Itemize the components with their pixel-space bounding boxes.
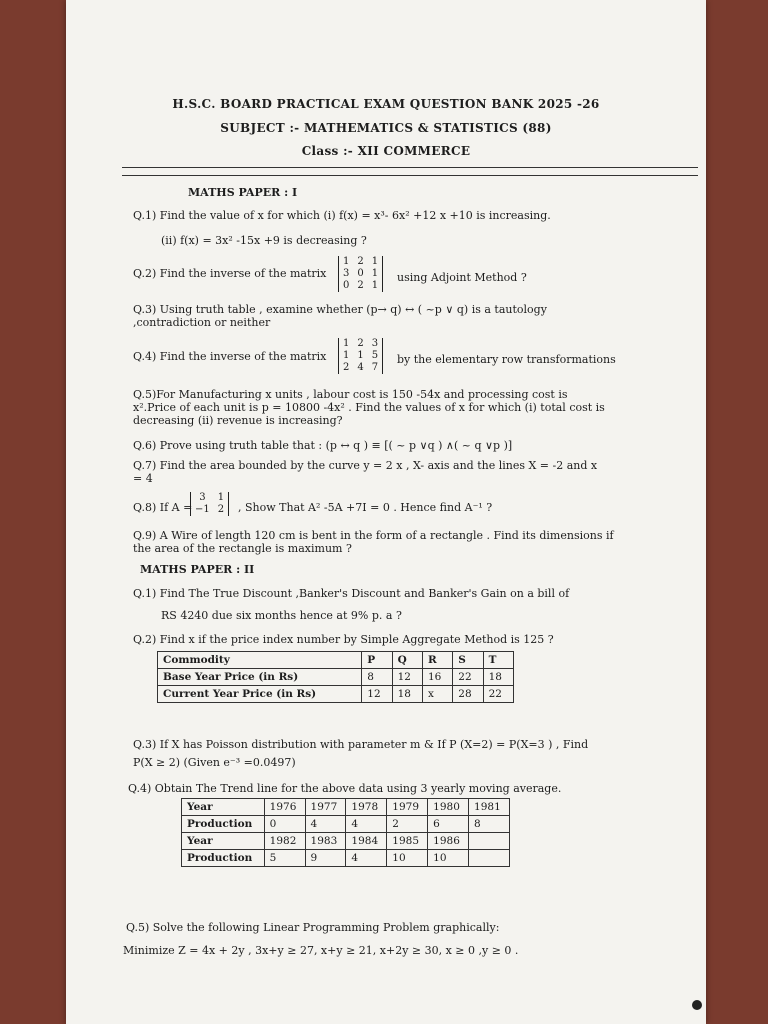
table-cell: 18 [483,669,513,686]
table-cell [469,833,510,850]
table-cell: 9 [305,850,346,867]
matrix-cell: 3 [199,492,206,503]
header-divider-2 [122,175,698,176]
question-5-part3: decreasing (ii) revenue is increasing? [133,414,343,427]
paper1-title: MATHS PAPER : I [188,186,298,199]
table-cell: 22 [483,686,513,703]
table-cell: Production [182,816,265,833]
matrix-cell: 1 [371,268,379,279]
matrix-row [339,268,383,280]
matrix-cell: 5 [371,350,379,361]
trend-data-table [181,798,510,867]
question-1: Q.1) Find the value of x for which (i) f(x) = x³- 6x² +12 x +10 is increasing. [133,209,551,222]
header-subject: SUBJECT :- MATHEMATICS & STATISTICS (88) [220,121,552,135]
table-cell: 8 [469,816,510,833]
matrix-cell: 2 [357,338,364,349]
matrix-cell: 1 [343,350,350,361]
question-p2-3-part2: P(X ≥ 2) (Given e⁻³ =0.0497) [133,756,296,769]
table-cell: 1979 [387,799,428,816]
matrix-cell: 1 [371,256,379,267]
matrix-cell: 1 [343,338,350,349]
question-7-part2: = 4 [133,472,153,485]
question-p2-2: Q.2) Find x if the price index number by Simple Aggregate Method is 125 ? [133,633,554,646]
table-cell: 5 [264,850,305,867]
matrix-row [191,492,229,504]
table-cell: 1984 [346,833,387,850]
table-cell: P [362,652,392,669]
question-4-method: by the elementary row transformations [397,353,616,366]
table-cell: 4 [346,850,387,867]
question-3: Q.3) Using truth table , examine whether (p→ q) ↔ ( ~p ∨ q) is a tautology [133,303,547,316]
matrix-cell: 0 [343,280,350,291]
question-9-part2: the area of the rectangle is maximum ? [133,542,352,555]
matrix-cell: 1 [343,256,350,267]
table-cell: 6 [428,816,469,833]
table-cell [469,850,510,867]
table-cell: 1983 [305,833,346,850]
matrix-row [339,338,383,350]
question-7: Q.7) Find the area bounded by the curve y = 2 x , X- axis and the lines X = -2 and x [133,459,598,472]
matrix-cell: 2 [357,280,364,291]
matrix-cell: 7 [371,362,379,373]
table-cell: 4 [346,816,387,833]
table-cell: Year [182,799,265,816]
table-cell: S [453,652,483,669]
question-p2-3: Q.3) If X has Poisson distribution with parameter m & If P (X=2) = P(X=3 ) , Find [133,738,589,751]
matrix-cell: 2 [357,256,364,267]
question-2-method: using Adjoint Method ? [397,271,527,284]
table-row [182,816,510,833]
paper2-title: MATHS PAPER : II [140,563,255,576]
page-mark [692,1000,702,1010]
table-cell: Production [182,850,265,867]
table-cell: 12 [362,686,392,703]
table-cell: Q [392,652,422,669]
question-8: Q.8) If A = [133,501,193,514]
table-cell: 4 [305,816,346,833]
table-row [158,686,514,703]
table-cell: 1982 [264,833,305,850]
question-5-part2: x².Price of each unit is p = 10800 -4x² . Find the values of x for which (i) total cost is [133,401,605,414]
table-cell: 1977 [305,799,346,816]
table-cell: 2 [387,816,428,833]
table-cell: R [422,652,452,669]
matrix-row [339,362,383,374]
table-cell: Base Year Price (in Rs) [158,669,362,686]
question-8-part2: , Show That A² -5A +7I = 0 . Hence find A⁻¹ ? [238,501,493,514]
table-cell: 1986 [428,833,469,850]
table-cell: 1981 [469,799,510,816]
question-4: Q.4) Find the inverse of the matrix [133,350,327,363]
matrix-row [339,256,383,268]
header-title: H.S.C. BOARD PRACTICAL EXAM QUESTION BANK 2025 -26 [172,97,600,111]
table-cell: x [422,686,452,703]
matrix-row [339,350,383,362]
question-p2-1: Q.1) Find The True Discount ,Banker's Discount and Banker's Gain on a bill of [133,587,570,600]
matrix-cell: 2 [343,362,350,373]
table-cell: 12 [392,669,422,686]
table-cell: 22 [453,669,483,686]
table-cell: 16 [422,669,452,686]
matrix-cell: 3 [343,268,350,279]
table-cell: 1985 [387,833,428,850]
table-row [182,850,510,867]
matrix-q4 [338,338,383,374]
matrix-cell: 4 [357,362,364,373]
table-cell: 1976 [264,799,305,816]
matrix-cell: 1 [371,280,379,291]
matrix-cell: −1 [195,504,210,515]
question-5: Q.5)For Manufacturing x units , labour cost is 150 -54x and processing cost is [133,388,568,401]
question-p2-5: Q.5) Solve the following Linear Programming Problem graphically: [126,921,500,934]
question-p2-1-part2: RS 4240 due six months hence at 9% p. a ? [161,609,402,622]
header-divider [122,167,698,168]
question-bank-page [66,0,706,1024]
table-cell: Year [182,833,265,850]
matrix-q8 [190,492,229,516]
matrix-cell: 2 [217,504,225,515]
matrix-cell: 3 [371,338,379,349]
question-p2-4: Q.4) Obtain The Trend line for the above data using 3 yearly moving average. [128,782,562,795]
question-3-part2: ,contradiction or neither [133,316,271,329]
table-cell: 8 [362,669,392,686]
table-cell: T [483,652,513,669]
table-cell: 1980 [428,799,469,816]
table-cell: 28 [453,686,483,703]
matrix-cell: 0 [357,268,364,279]
matrix-row [339,280,383,292]
header-class: Class :- XII COMMERCE [301,144,471,158]
table-cell: 0 [264,816,305,833]
matrix-cell: 1 [357,350,364,361]
table-row [182,799,510,816]
question-p2-5-part2: Minimize Z = 4x + 2y , 3x+y ≥ 27, x+y ≥ 21, x+2y ≥ 30, x ≥ 0 ,y ≥ 0 . [123,944,519,957]
question-2: Q.2) Find the inverse of the matrix [133,267,327,280]
table-row [158,669,514,686]
question-1-part2: (ii) f(x) = 3x² -15x +9 is decreasing ? [161,234,367,247]
table-cell: Current Year Price (in Rs) [158,686,362,703]
question-6: Q.6) Prove using truth table that : (p ↔ q ) ≡ [( ~ p ∨q ) ∧( ~ q ∨p )] [133,439,513,452]
table-cell: 10 [428,850,469,867]
matrix-q2 [338,256,383,292]
matrix-row [191,504,229,516]
price-index-table [157,651,514,703]
table-cell: 18 [392,686,422,703]
table-cell: 10 [387,850,428,867]
table-row [182,833,510,850]
table-cell: 1978 [346,799,387,816]
table-row [158,652,514,669]
matrix-cell: 1 [217,492,225,503]
table-cell: Commodity [158,652,362,669]
question-9: Q.9) A Wire of length 120 cm is bent in the form of a rectangle . Find its dimensions if [133,529,614,542]
